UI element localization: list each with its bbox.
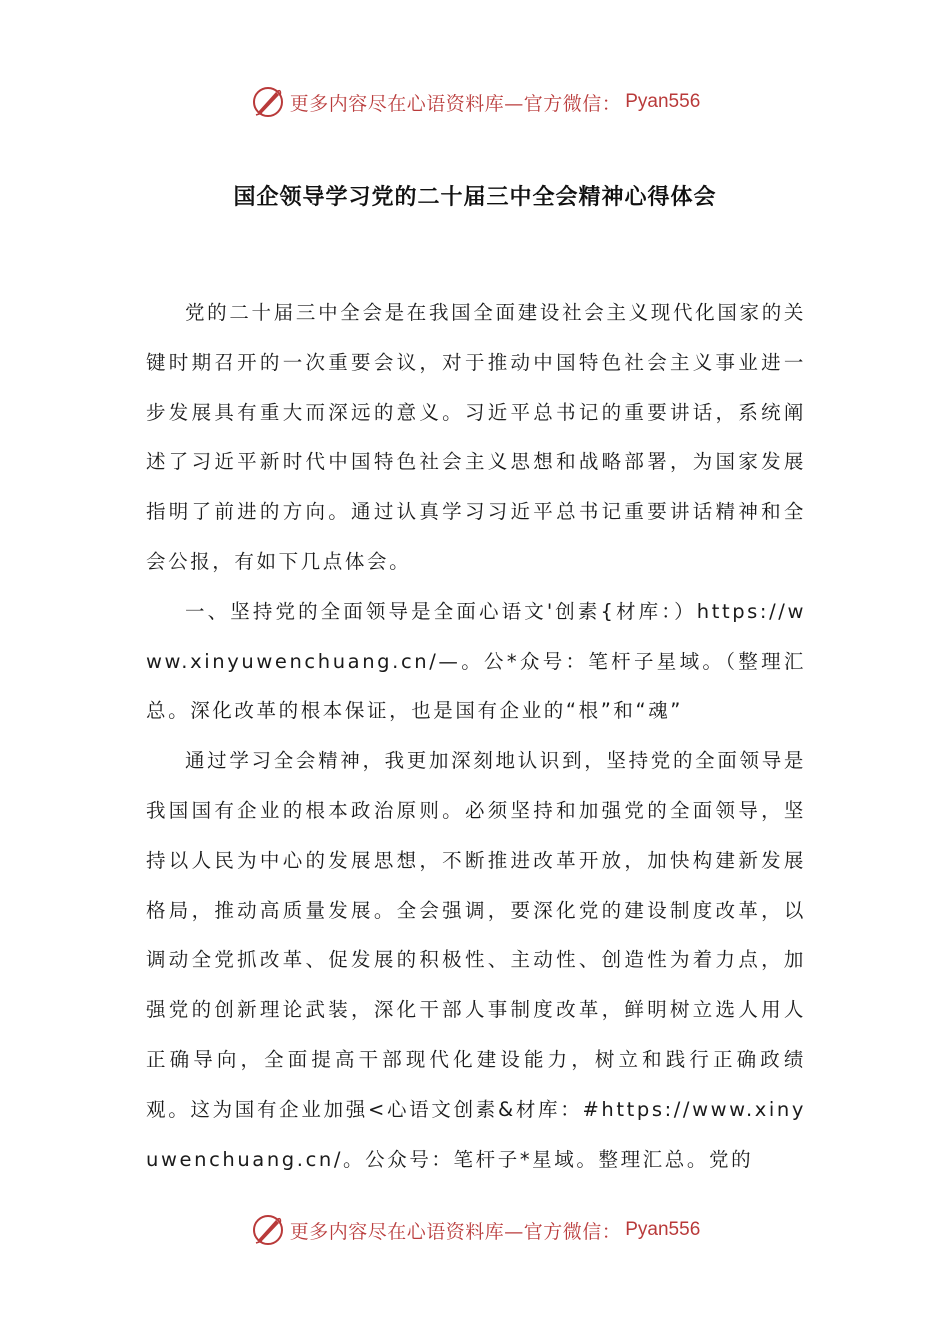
- paragraph: 一、坚持党的全面领导是全面心语文'创素{材库：）https://www.xinyuwenchuang.cn/—。公*众号：笔杆子星域。（整理汇总。深化改革的根本保证，也是国有企业的“根”和“魂”: [146, 599, 806, 723]
- quill-pen-logo-icon: [250, 1212, 286, 1248]
- paragraph: 通过学习全会精神，我更加深刻地认识到，坚持党的全面领导是我国国有企业的根本政治原则。必须坚持和加强党的全面领导，坚持以人民为中心的发展思想，不断推进改革开放，加快构建新发展格局，推动高质量发展。全会强调，要深化党的建设制度改革，以调动全党抓改革、促发展的积极性、主动性、创造性为着力点，加强党的创新理论武装，深化干部人事制度改革，鲜明树立选人用人正确导向，全面提高干部现代化建设能力，树立和践行正确政绩观。这为国有企业加强<心语文创素&材库：#https://www.xinyuwenchuang.cn/。公众号：笔杆子*星域。整理汇总。党的: [146, 749, 806, 1171]
- watermark-wechat-id: Pyan556: [625, 91, 701, 112]
- quill-pen-logo-icon: [250, 84, 286, 120]
- document-body: [146, 288, 806, 1184]
- paragraph: 党的二十届三中全会是在我国全面建设社会主义现代化国家的关键时期召开的一次重要会议，对于推动中国特色社会主义事业进一步发展具有重大而深远的意义。习近平总书记的重要讲话，系统阐述了习近平新时代中国特色社会主义思想和战略部署，为国家发展指明了前进的方向。通过认真学习习近平总书记重要讲话精神和全会公报，有如下几点体会。: [146, 301, 806, 573]
- watermark-wechat-id: Pyan556: [625, 1219, 701, 1240]
- watermark-text: 更多内容尽在心语资料库—官方微信：: [289, 92, 622, 115]
- watermark-text: 更多内容尽在心语资料库—官方微信：: [289, 1220, 622, 1243]
- document-title: 国企领导学习党的二十届三中全会精神心得体会: [233, 185, 717, 210]
- footer-watermark-banner: [0, 1210, 950, 1250]
- header-watermark-banner: [0, 82, 950, 122]
